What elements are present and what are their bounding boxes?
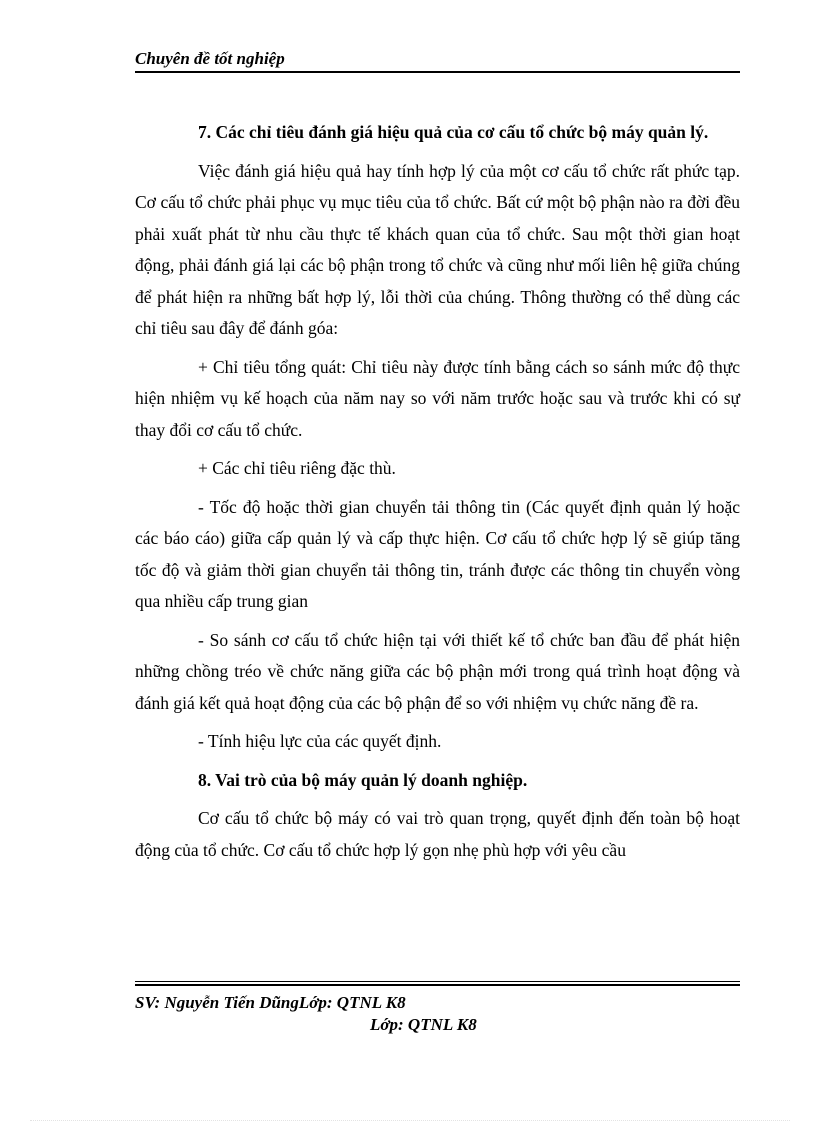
paragraph: Việc đánh giá hiệu quả hay tính hợp lý của một cơ cấu tổ chức rất phức tạp. Cơ cấu tổ chức phải phục vụ mục tiêu của tổ chức. Bất cứ một bộ phận nào ra đời đều phải xuất phát từ nhu cầu thực tế khách quan của tổ chức. Sau một thời gian hoạt động, phải đánh giá lại các bộ phận trong tổ chức và cũng như mối liên hệ giữa chúng để phát hiện ra những bất hợp lý, lỗi thời của chúng. Thông thường có thể dùng các chỉ tiêu sau đây để đánh góa: [135,160,740,338]
page-footer [135,981,740,1036]
page-header [135,48,740,73]
footer-student-line: SV: Nguyễn Tiến DũngLớp: QTNL K8 [135,993,406,1012]
header-title: Chuyên đề tốt nghiệp [135,49,285,68]
footer-divider-thick [135,984,740,986]
paragraph: + Các chỉ tiêu riêng đặc thù. [198,458,396,478]
paragraph: - Tính hiệu lực của các quyết định. [198,731,442,751]
paragraph: Cơ cấu tổ chức bộ máy có vai trò quan trọng, quyết định đến toàn bộ hoạt động của tổ chức. Cơ cấu tổ chức hợp lý gọn nhẹ phù hợp với yêu cầu [135,808,740,860]
paragraph: - So sánh cơ cấu tổ chức hiện tại với thiết kế tổ chức ban đầu để phát hiện những chồng tréo về chức năng giữa các bộ phận mới trong quá trình hoạt động và đánh giá kết quả hoạt động của các bộ phận để so với nhiệm vụ chức năng đề ra. [135,629,740,713]
paragraph: + Chỉ tiêu tổng quát: Chỉ tiêu này được tính bằng cách so sánh mức độ thực hiện nhiệm vụ kế hoạch của năm nay so với năm trước hoặc sau và trước khi có sự thay đổi cơ cấu tổ chức. [135,356,740,440]
document-body [135,117,740,873]
footer-class-line: Lớp: QTNL K8 [370,1015,477,1034]
header-divider [135,71,740,73]
section-heading-7: 7. Các chỉ tiêu đánh giá hiệu quả của cơ cấu tổ chức bộ máy quản lý. [198,122,709,142]
section-heading-8: 8. Vai trò của bộ máy quản lý doanh nghiệp. [198,769,528,790]
paragraph: - Tốc độ hoặc thời gian chuyển tải thông tin (Các quyết định quản lý hoặc các báo cáo) giữa cấp quản lý và cấp thực hiện. Cơ cấu tổ chức hợp lý sẽ giúp tăng tốc độ và giảm thời gian chuyển tải thông tin, tránh được các thông tin chuyển vòng qua nhiều cấp trung gian [135,496,740,611]
page-bottom-border [30,1120,790,1121]
footer-divider [135,981,740,982]
